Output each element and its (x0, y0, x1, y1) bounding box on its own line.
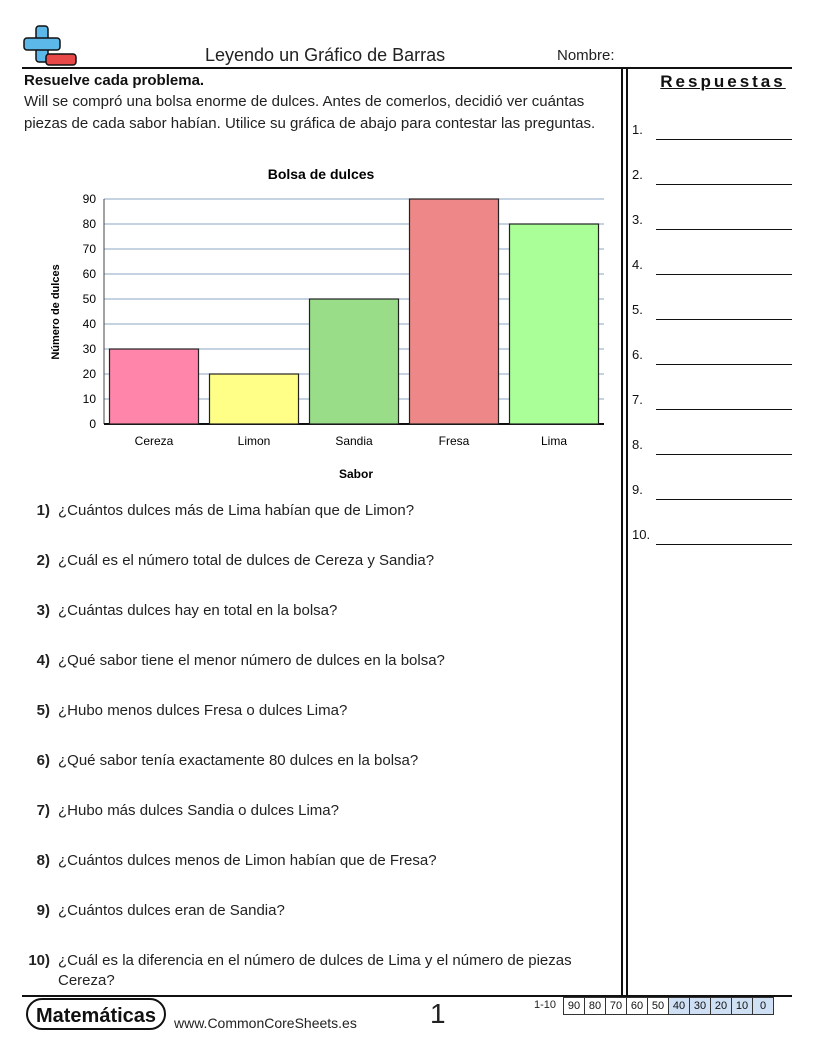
y-tick-label: 30 (82, 342, 96, 356)
bar-lima (510, 224, 599, 424)
answer-line[interactable] (632, 437, 792, 457)
answer-blank[interactable] (656, 229, 792, 230)
question-text: ¿Qué sabor tenía exactamente 80 dulces en la bolsa? (58, 752, 419, 769)
column-divider (626, 69, 628, 996)
score-table (564, 997, 774, 1014)
score-cell: 10 (731, 997, 753, 1015)
plus-minus-logo-icon (22, 24, 78, 68)
name-label: Nombre: (557, 47, 615, 64)
score-cell: 80 (584, 997, 606, 1015)
bar-cereza (110, 349, 199, 424)
score-cell: 20 (710, 997, 732, 1015)
answer-number: 8. (632, 437, 643, 452)
instructions-text: Will se compró una bolsa enorme de dulces. Antes de comerlos, decidió ver cuántas piezas de cada sabor habían. Utilice su gráfica de abajo para contestar las preguntas. (24, 93, 596, 132)
x-tick-label: Cereza (134, 434, 174, 448)
answer-line[interactable] (632, 122, 792, 142)
question-text: ¿Hubo más dulces Sandia o dulces Lima? (58, 802, 339, 819)
answer-blank[interactable] (656, 364, 792, 365)
answer-number: 2. (632, 167, 643, 182)
answer-number: 7. (632, 392, 643, 407)
score-range-label: 1-10 (534, 999, 557, 1011)
answer-blank[interactable] (656, 184, 792, 185)
bar-limon (210, 374, 299, 424)
x-tick-label: Limon (237, 434, 271, 448)
question-number: 1) (36, 502, 50, 519)
score-cell: 90 (563, 997, 585, 1015)
answer-line[interactable] (632, 302, 792, 322)
header-divider (22, 67, 792, 69)
answer-number: 9. (632, 482, 643, 497)
answer-blank[interactable] (656, 274, 792, 275)
page-title: Leyendo un Gráfico de Barras (205, 45, 446, 65)
question-number: 8) (36, 852, 50, 869)
answer-number: 5. (632, 302, 643, 317)
question-number: 7) (36, 802, 50, 819)
bar-chart (40, 160, 620, 490)
question-number: 2) (36, 552, 50, 569)
y-tick-label: 80 (82, 217, 96, 231)
score-cell: 70 (605, 997, 627, 1015)
bar-fresa (410, 199, 499, 424)
y-tick-label: 10 (82, 392, 96, 406)
score-cell: 30 (689, 997, 711, 1015)
bar-sandia (310, 299, 399, 424)
chart-y-axis-label: Número de dulces (50, 264, 62, 360)
answer-number: 1. (632, 122, 643, 137)
answer-blank[interactable] (656, 499, 792, 500)
answer-number: 10. (632, 527, 651, 542)
answer-number: 3. (632, 212, 643, 227)
answer-line[interactable] (632, 212, 792, 232)
instructions-title: Resuelve cada problema. (24, 72, 205, 89)
question-text: ¿Qué sabor tiene el menor número de dulces en la bolsa? (58, 652, 445, 669)
column-divider (621, 69, 623, 996)
answer-blank[interactable] (656, 544, 792, 545)
question-number: 9) (36, 902, 50, 919)
answer-line[interactable] (632, 167, 792, 187)
answers-title: Respuestas (660, 72, 786, 91)
x-tick-label: Fresa (438, 434, 470, 448)
score-cell: 0 (752, 997, 774, 1015)
y-tick-label: 60 (82, 267, 96, 281)
answer-number: 4. (632, 257, 643, 272)
brand-badge: Matemáticas (26, 998, 166, 1030)
answer-blank[interactable] (656, 409, 792, 410)
y-tick-label: 90 (82, 192, 96, 206)
question-number: 6) (36, 752, 50, 769)
y-tick-label: 20 (82, 367, 96, 381)
answer-blank[interactable] (656, 454, 792, 455)
score-cell: 40 (668, 997, 690, 1015)
answer-line[interactable] (632, 482, 792, 502)
answer-line[interactable] (632, 527, 792, 547)
answer-line[interactable] (632, 347, 792, 367)
page-number: 1 (430, 998, 446, 1029)
y-tick-label: 50 (82, 292, 96, 306)
question-number: 4) (36, 652, 50, 669)
x-tick-label: Sandia (335, 434, 373, 448)
score-cell: 60 (626, 997, 648, 1015)
chart-x-axis-label: Sabor (338, 467, 374, 481)
answer-blank[interactable] (656, 139, 792, 140)
answer-line[interactable] (632, 392, 792, 412)
y-tick-label: 0 (89, 417, 96, 431)
question-text: ¿Cuántas dulces hay en total en la bolsa? (58, 602, 338, 619)
answer-number: 6. (632, 347, 643, 362)
y-tick-label: 70 (82, 242, 96, 256)
question-number: 10) (28, 952, 50, 969)
answer-blank[interactable] (656, 319, 792, 320)
question-text: ¿Cuántos dulces más de Lima habían que de Limon? (58, 502, 415, 519)
question-number: 5) (36, 702, 50, 719)
x-tick-label: Lima (540, 434, 568, 448)
chart-title: Bolsa de dulces (267, 166, 375, 182)
question-text: ¿Hubo menos dulces Fresa o dulces Lima? (58, 702, 348, 719)
question-number: 3) (36, 602, 50, 619)
question-text: ¿Cuántos dulces menos de Limon habían que de Fresa? (58, 852, 437, 869)
site-url[interactable]: www.CommonCoreSheets.es (174, 1015, 357, 1031)
y-tick-label: 40 (82, 317, 96, 331)
score-cell: 50 (647, 997, 669, 1015)
question-text: ¿Cuál es la diferencia en el número de dulces de Lima y el número de piezas Cereza? (58, 952, 572, 989)
question-text: ¿Cuántos dulces eran de Sandia? (58, 902, 285, 919)
question-text: ¿Cuál es el número total de dulces de Cereza y Sandia? (58, 552, 435, 569)
answer-line[interactable] (632, 257, 792, 277)
